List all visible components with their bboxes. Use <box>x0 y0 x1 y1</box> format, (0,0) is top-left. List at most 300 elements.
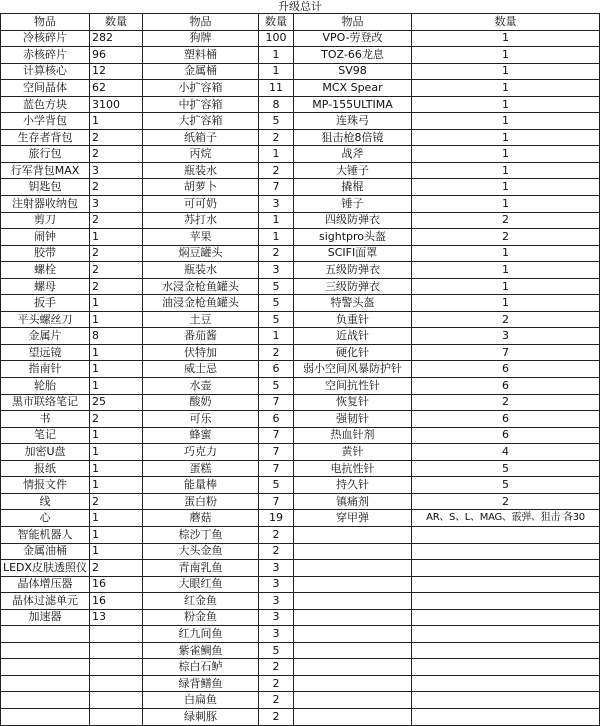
item-name: 水壶 <box>143 378 259 395</box>
item-name: LEDX皮肤透照仪 <box>1 560 90 577</box>
item-quantity <box>412 526 600 543</box>
item-quantity: 1 <box>90 361 143 378</box>
table-row <box>1 692 600 709</box>
table-row <box>1 361 600 378</box>
item-quantity <box>412 576 600 593</box>
item-quantity: 1 <box>259 47 294 64</box>
item-quantity: 3 <box>259 593 294 610</box>
item-quantity <box>90 692 143 709</box>
item-name <box>1 692 90 709</box>
item-name: 番茄酱 <box>143 328 259 345</box>
table-row <box>1 63 600 80</box>
item-quantity: 2 <box>90 560 143 577</box>
item-quantity <box>90 708 143 725</box>
item-quantity: 2 <box>259 245 294 262</box>
table-row <box>1 113 600 130</box>
item-quantity: 6 <box>259 411 294 428</box>
header-row <box>1 14 600 31</box>
item-name <box>1 642 90 659</box>
item-quantity: 96 <box>90 47 143 64</box>
item-name: 大头金鱼 <box>143 543 259 560</box>
item-name: 指南针 <box>1 361 90 378</box>
item-name: 大锤子 <box>294 162 412 179</box>
item-name: 笔记 <box>1 427 90 444</box>
item-quantity: 3 <box>259 196 294 213</box>
item-name: 中扩容箱 <box>143 96 259 113</box>
item-name: 纸箱子 <box>143 129 259 146</box>
item-quantity: 1 <box>259 328 294 345</box>
item-quantity: 6 <box>412 361 600 378</box>
table-row <box>1 146 600 163</box>
item-quantity <box>90 675 143 692</box>
item-name: 蘑菇 <box>143 510 259 527</box>
item-name: 焖豆罐头 <box>143 245 259 262</box>
item-name: 线 <box>1 493 90 510</box>
table-row <box>1 576 600 593</box>
item-quantity: 1 <box>90 311 143 328</box>
item-name: 钥匙包 <box>1 179 90 196</box>
item-quantity: 1 <box>412 146 600 163</box>
item-quantity: 5 <box>412 477 600 494</box>
item-name <box>294 560 412 577</box>
table-row <box>1 378 600 395</box>
item-quantity: 2 <box>90 146 143 163</box>
item-name: 战斧 <box>294 146 412 163</box>
item-quantity: 2 <box>90 262 143 279</box>
table-row <box>1 179 600 196</box>
item-name: 苹果 <box>143 229 259 246</box>
item-name: 近战针 <box>294 328 412 345</box>
item-name: 注射器收纳包 <box>1 196 90 213</box>
item-name: 狙击枪8倍镜 <box>294 129 412 146</box>
item-name: 胡萝卜 <box>143 179 259 196</box>
table-row <box>1 493 600 510</box>
item-name: 赤核碎片 <box>1 47 90 64</box>
item-quantity: 4 <box>412 444 600 461</box>
table-row <box>1 47 600 64</box>
table-row <box>1 543 600 560</box>
item-quantity: 12 <box>90 63 143 80</box>
item-quantity: 6 <box>412 411 600 428</box>
table-row <box>1 229 600 246</box>
item-quantity: 282 <box>90 30 143 47</box>
item-name <box>294 675 412 692</box>
item-name: 威士忌 <box>143 361 259 378</box>
item-quantity: 25 <box>90 394 143 411</box>
table-row <box>1 560 600 577</box>
item-quantity: 1 <box>90 460 143 477</box>
item-name: 心 <box>1 510 90 527</box>
item-quantity: 5 <box>259 295 294 312</box>
item-quantity: 1 <box>259 63 294 80</box>
item-quantity: 2 <box>90 179 143 196</box>
item-quantity: 11 <box>259 80 294 97</box>
item-name <box>294 642 412 659</box>
item-name: 巧克力 <box>143 444 259 461</box>
item-quantity: 2 <box>412 212 600 229</box>
item-quantity: 7 <box>259 444 294 461</box>
item-quantity: 1 <box>412 113 600 130</box>
item-quantity: 1 <box>412 245 600 262</box>
item-quantity: 1 <box>259 212 294 229</box>
header-item: 物品 <box>294 14 412 31</box>
item-name: 强韧针 <box>294 411 412 428</box>
item-name: 硬化针 <box>294 344 412 361</box>
item-quantity: 1 <box>90 543 143 560</box>
table-row <box>1 80 600 97</box>
item-name: 能量棒 <box>143 477 259 494</box>
item-name <box>1 675 90 692</box>
item-quantity: 1 <box>90 444 143 461</box>
item-name: 锤子 <box>294 196 412 213</box>
item-name: 弱小空间风暴防护针 <box>294 361 412 378</box>
item-quantity: 3 <box>412 328 600 345</box>
item-name <box>294 593 412 610</box>
table-body <box>1 30 600 725</box>
item-name: 计算核心 <box>1 63 90 80</box>
item-name: 金属片 <box>1 328 90 345</box>
item-name: 伏特加 <box>143 344 259 361</box>
item-quantity: 2 <box>90 411 143 428</box>
item-quantity <box>90 626 143 643</box>
item-name: 智能机器人 <box>1 526 90 543</box>
item-name: 瓶装水 <box>143 262 259 279</box>
item-name: 大扩容箱 <box>143 113 259 130</box>
item-quantity: 19 <box>259 510 294 527</box>
item-quantity: 2 <box>259 162 294 179</box>
item-name: 可乐 <box>143 411 259 428</box>
item-name <box>294 708 412 725</box>
item-name: 平头螺丝刀 <box>1 311 90 328</box>
item-name: 热血针剂 <box>294 427 412 444</box>
item-name: 绿背鳝鱼 <box>143 675 259 692</box>
item-quantity: 7 <box>412 344 600 361</box>
table-row <box>1 278 600 295</box>
item-quantity: 1 <box>412 129 600 146</box>
item-name: 电抗性针 <box>294 460 412 477</box>
table-row <box>1 427 600 444</box>
item-name: 望远镜 <box>1 344 90 361</box>
item-name: 晶体过滤单元 <box>1 593 90 610</box>
item-quantity: 1 <box>90 378 143 395</box>
item-quantity: 1 <box>412 63 600 80</box>
table-row <box>1 510 600 527</box>
item-name: SV98 <box>294 63 412 80</box>
item-name: 水浸金枪鱼罐头 <box>143 278 259 295</box>
table-row <box>1 129 600 146</box>
table-row <box>1 411 600 428</box>
item-name: 扳手 <box>1 295 90 312</box>
item-name: 轮胎 <box>1 378 90 395</box>
item-name: 酸奶 <box>143 394 259 411</box>
item-name: 情报文件 <box>1 477 90 494</box>
item-quantity: 1 <box>90 427 143 444</box>
item-quantity: 1 <box>412 179 600 196</box>
item-name: 五级防弹衣 <box>294 262 412 279</box>
item-name: 加密U盘 <box>1 444 90 461</box>
item-name: 黄针 <box>294 444 412 461</box>
item-quantity: 2 <box>259 526 294 543</box>
item-name: 三级防弹衣 <box>294 278 412 295</box>
header-quantity: 数量 <box>90 14 143 31</box>
item-quantity: 3 <box>259 560 294 577</box>
item-name: 红九间鱼 <box>143 626 259 643</box>
item-quantity: 1 <box>90 526 143 543</box>
item-quantity: 2 <box>90 212 143 229</box>
table-row <box>1 311 600 328</box>
item-quantity: 1 <box>412 96 600 113</box>
item-quantity: 7 <box>259 493 294 510</box>
item-name: 四级防弹衣 <box>294 212 412 229</box>
item-quantity <box>412 708 600 725</box>
item-quantity: 5 <box>259 311 294 328</box>
item-name: 油浸金枪鱼罐头 <box>143 295 259 312</box>
item-name: 蛋糕 <box>143 460 259 477</box>
item-quantity <box>412 593 600 610</box>
item-name <box>294 692 412 709</box>
upgrade-summary-table <box>0 13 600 726</box>
header-item: 物品 <box>1 14 90 31</box>
item-name: 金属油桶 <box>1 543 90 560</box>
item-name: 蜂蜜 <box>143 427 259 444</box>
table-row <box>1 96 600 113</box>
item-name: 棕沙丁鱼 <box>143 526 259 543</box>
table-row <box>1 328 600 345</box>
item-quantity: 7 <box>259 179 294 196</box>
item-quantity: 2 <box>259 659 294 676</box>
item-quantity: 3 <box>90 162 143 179</box>
item-quantity: 2 <box>259 344 294 361</box>
table-row <box>1 477 600 494</box>
item-name: 小扩容箱 <box>143 80 259 97</box>
item-quantity: 1 <box>412 80 600 97</box>
header-quantity: 数量 <box>412 14 600 31</box>
item-name: MCX Spear <box>294 80 412 97</box>
item-quantity: 100 <box>259 30 294 47</box>
item-quantity: 2 <box>259 543 294 560</box>
item-name: 特警头盔 <box>294 295 412 312</box>
item-quantity: 7 <box>259 394 294 411</box>
item-quantity: 16 <box>90 576 143 593</box>
item-quantity: 2 <box>259 129 294 146</box>
item-name: 空间抗性针 <box>294 378 412 395</box>
item-quantity: 3 <box>259 626 294 643</box>
item-name: 丙烷 <box>143 146 259 163</box>
item-quantity: 5 <box>259 378 294 395</box>
table-row <box>1 30 600 47</box>
item-quantity: 2 <box>90 129 143 146</box>
table-row <box>1 609 600 626</box>
item-name: 红金鱼 <box>143 593 259 610</box>
item-name: 旅行包 <box>1 146 90 163</box>
table-row <box>1 708 600 725</box>
header-item: 物品 <box>143 14 259 31</box>
item-name: 穿甲弹 <box>294 510 412 527</box>
item-name: 加速器 <box>1 609 90 626</box>
item-quantity: 1 <box>90 113 143 130</box>
item-quantity: 2 <box>259 692 294 709</box>
item-name <box>294 576 412 593</box>
item-name: 剪刀 <box>1 212 90 229</box>
item-quantity: 1 <box>259 146 294 163</box>
item-name: 黑市联络笔记 <box>1 394 90 411</box>
item-quantity: 6 <box>259 361 294 378</box>
item-quantity: 1 <box>90 344 143 361</box>
item-quantity: 62 <box>90 80 143 97</box>
item-quantity: 5 <box>412 460 600 477</box>
item-name: 连珠弓 <box>294 113 412 130</box>
table-row <box>1 262 600 279</box>
item-quantity: 1 <box>90 477 143 494</box>
table-title: 升级总计 <box>278 0 322 13</box>
item-quantity <box>412 543 600 560</box>
item-quantity: 2 <box>412 493 600 510</box>
item-quantity: 1 <box>90 229 143 246</box>
item-quantity: 1 <box>412 30 600 47</box>
item-name <box>294 626 412 643</box>
table-row <box>1 344 600 361</box>
item-name <box>294 659 412 676</box>
item-name: 胶带 <box>1 245 90 262</box>
item-name: 行军背包MAX <box>1 162 90 179</box>
item-quantity <box>412 560 600 577</box>
item-quantity: 1 <box>412 295 600 312</box>
item-name: 负重针 <box>294 311 412 328</box>
item-quantity: 3 <box>259 262 294 279</box>
table-row <box>1 444 600 461</box>
item-name: 冷核碎片 <box>1 30 90 47</box>
item-name <box>294 526 412 543</box>
item-quantity: 7 <box>259 460 294 477</box>
item-quantity <box>412 692 600 709</box>
item-quantity: 1 <box>90 295 143 312</box>
item-quantity: 5 <box>259 477 294 494</box>
item-name: 塑料桶 <box>143 47 259 64</box>
item-quantity <box>90 659 143 676</box>
item-quantity: 3100 <box>90 96 143 113</box>
item-quantity: 1 <box>412 196 600 213</box>
item-name <box>1 659 90 676</box>
item-quantity: 3 <box>259 609 294 626</box>
table-row <box>1 212 600 229</box>
item-quantity: 5 <box>259 278 294 295</box>
item-name: 撬棍 <box>294 179 412 196</box>
item-name: 金属桶 <box>143 63 259 80</box>
table-row <box>1 196 600 213</box>
table-row <box>1 626 600 643</box>
item-name: 镇痛剂 <box>294 493 412 510</box>
header-quantity: 数量 <box>259 14 294 31</box>
item-quantity: 1 <box>412 262 600 279</box>
item-name: 晶体增压器 <box>1 576 90 593</box>
item-name: VPO-劳登改 <box>294 30 412 47</box>
item-name: 可可奶 <box>143 196 259 213</box>
item-quantity <box>412 642 600 659</box>
item-name <box>294 543 412 560</box>
item-name: 绿刺豚 <box>143 708 259 725</box>
item-quantity: 2 <box>259 708 294 725</box>
item-quantity: 6 <box>412 378 600 395</box>
item-quantity: 7 <box>259 427 294 444</box>
item-name: SCIFI面罩 <box>294 245 412 262</box>
item-quantity: 1 <box>412 162 600 179</box>
item-quantity <box>412 626 600 643</box>
item-name: 蓝色方块 <box>1 96 90 113</box>
item-name: 螺栓 <box>1 262 90 279</box>
item-quantity: 3 <box>90 196 143 213</box>
item-quantity: 6 <box>412 427 600 444</box>
table-row <box>1 162 600 179</box>
item-name: sightpro头盔 <box>294 229 412 246</box>
item-name: 土豆 <box>143 311 259 328</box>
item-name: 闹钟 <box>1 229 90 246</box>
table-row <box>1 295 600 312</box>
item-name: TOZ-66龙息 <box>294 47 412 64</box>
item-name: 青南乳鱼 <box>143 560 259 577</box>
item-quantity: 5 <box>259 642 294 659</box>
item-name: 苏打水 <box>143 212 259 229</box>
item-name: 生存者背包 <box>1 129 90 146</box>
table-row <box>1 394 600 411</box>
table-row <box>1 642 600 659</box>
item-name: 大眼红鱼 <box>143 576 259 593</box>
item-name: 狗牌 <box>143 30 259 47</box>
item-name: 棕白石鲈 <box>143 659 259 676</box>
item-quantity: 1 <box>412 47 600 64</box>
item-name: 空间晶体 <box>1 80 90 97</box>
item-quantity <box>412 659 600 676</box>
item-quantity: 2 <box>90 493 143 510</box>
table-row <box>1 675 600 692</box>
item-name: 白扁鱼 <box>143 692 259 709</box>
item-quantity: 16 <box>90 593 143 610</box>
item-quantity: 2 <box>90 278 143 295</box>
table-row <box>1 245 600 262</box>
item-name: 书 <box>1 411 90 428</box>
item-quantity <box>412 675 600 692</box>
item-name: 瓶装水 <box>143 162 259 179</box>
item-name: 蛋白粉 <box>143 493 259 510</box>
item-quantity: 1 <box>90 510 143 527</box>
item-name: MP-155ULTIMA <box>294 96 412 113</box>
item-name: 螺母 <box>1 278 90 295</box>
item-name <box>294 609 412 626</box>
item-quantity <box>90 642 143 659</box>
item-name: 紫雀鲷鱼 <box>143 642 259 659</box>
item-quantity: 2 <box>412 394 600 411</box>
item-quantity: AR、S、L、MAG、霰弹、狙击 各30 <box>412 510 600 527</box>
item-quantity: 3 <box>259 576 294 593</box>
item-quantity <box>412 609 600 626</box>
item-name <box>1 626 90 643</box>
item-quantity: 8 <box>90 328 143 345</box>
table-row <box>1 659 600 676</box>
item-quantity: 1 <box>412 278 600 295</box>
item-quantity: 2 <box>259 675 294 692</box>
item-quantity: 2 <box>90 245 143 262</box>
table-row <box>1 593 600 610</box>
item-name: 持久针 <box>294 477 412 494</box>
table-row <box>1 460 600 477</box>
item-name: 报纸 <box>1 460 90 477</box>
item-quantity: 5 <box>259 113 294 130</box>
item-name: 小学背包 <box>1 113 90 130</box>
item-quantity: 13 <box>90 609 143 626</box>
item-name: 恢复针 <box>294 394 412 411</box>
item-name <box>1 708 90 725</box>
item-quantity: 2 <box>412 311 600 328</box>
item-name: 粉金鱼 <box>143 609 259 626</box>
